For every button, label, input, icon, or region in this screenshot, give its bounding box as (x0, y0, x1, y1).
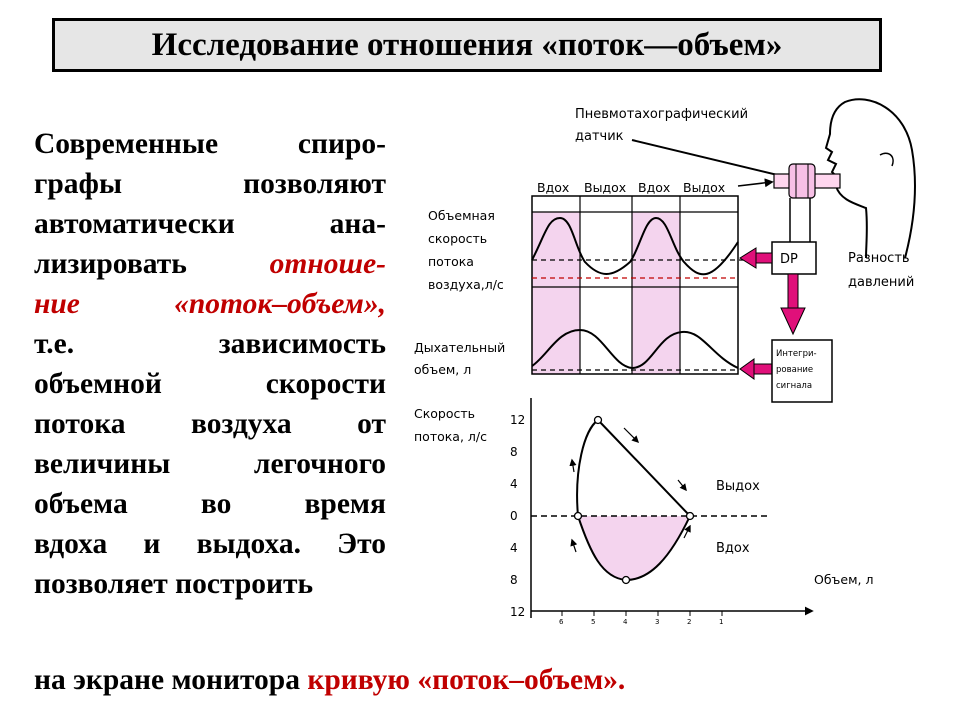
flow-label-line3: потока (428, 254, 474, 269)
word: вдоха (34, 528, 108, 560)
y-tick-label: 12 (510, 413, 526, 427)
slide-title: Исследование отношения «поток—объем» (52, 18, 882, 72)
word: объемной (34, 368, 162, 400)
main-text (34, 124, 386, 604)
y-tick-label: 4 (510, 541, 518, 555)
x-tick-label: 3 (655, 618, 660, 626)
y-tick-label: 12 (510, 605, 526, 619)
exhale-label: Выдох (716, 479, 760, 494)
word: во (200, 488, 232, 520)
highlight-word: «поток–объем», (174, 288, 386, 320)
pressure-label-line1: Разность (848, 251, 910, 266)
word: легочного (253, 448, 386, 480)
integrator-label-line3: сигнала (776, 381, 813, 391)
volume-label-line1: Дыхательный (414, 340, 506, 355)
word: автоматически (34, 208, 235, 240)
word: лизировать (34, 248, 187, 280)
word: потока (34, 408, 126, 440)
flow-volume-loop-chart (510, 398, 812, 626)
flow-label-line2: скорость (428, 231, 488, 246)
x-tick-label: 2 (687, 618, 692, 626)
word: зависимость (218, 328, 386, 360)
word: выдоха. (196, 528, 301, 560)
word: объема (34, 488, 128, 520)
word: позволяет построить (34, 568, 314, 600)
y-tick-label: 4 (510, 477, 518, 491)
word: позволяют (243, 168, 386, 200)
sensor-label-line1: Пневмотахографический (575, 107, 749, 122)
text-line (34, 564, 386, 604)
bottom-text (34, 664, 625, 697)
word: графы (34, 168, 122, 200)
phase-label: Вдох (638, 180, 671, 195)
word: Современные (34, 128, 219, 160)
loop-y-label-line2: потока, л/с (414, 429, 487, 444)
word: ана- (329, 208, 386, 240)
dp-label: DP (780, 252, 798, 267)
sensor-label-line2: датчик (575, 129, 624, 144)
time-charts (532, 180, 810, 374)
word: от (357, 408, 386, 440)
text-line (34, 324, 386, 364)
direction-arrow-icon (678, 480, 686, 490)
text-line (34, 524, 386, 564)
y-tick-label: 8 (510, 573, 518, 587)
integrator-label-line1: Интегри- (776, 349, 817, 359)
text-line (34, 404, 386, 444)
arrow-dp-to-flow-icon (740, 248, 772, 268)
arrow-integrator-to-volume-icon (740, 359, 772, 379)
flow-volume-diagram (400, 86, 940, 626)
text-line (34, 244, 386, 284)
flow-label-line1: Объемная (428, 208, 495, 223)
loop-y-label-line1: Скорость (414, 406, 476, 421)
bottom-text-prefix: на экране монитора (34, 664, 308, 696)
arrow-dp-to-integrator-icon (781, 274, 805, 334)
direction-arrow-icon (572, 460, 574, 472)
exhale-curve (577, 420, 690, 516)
x-tick-label: 6 (559, 618, 564, 626)
phase-label: Выдох (584, 180, 627, 195)
x-tick-label: 5 (591, 618, 596, 626)
pneumotach-sensor-icon (774, 164, 840, 242)
word: спиро- (297, 128, 386, 160)
word: Это (337, 528, 386, 560)
volume-axis-label: Объем, л (814, 572, 874, 587)
y-tick-label: 0 (510, 509, 518, 523)
word: и (143, 528, 161, 560)
y-tick-label: 8 (510, 445, 518, 459)
x-tick-label: 1 (719, 618, 724, 626)
word: время (304, 488, 386, 520)
integrator-label-line2: рование (776, 365, 814, 375)
text-line (34, 164, 386, 204)
text-line (34, 284, 386, 324)
word: воздуха (191, 408, 292, 440)
phase-label: Выдох (683, 180, 726, 195)
word: скорости (265, 368, 386, 400)
word: величины (34, 448, 171, 480)
word: т.е. (34, 328, 75, 360)
text-line (34, 204, 386, 244)
direction-arrow-icon (572, 540, 576, 552)
volume-label-line2: объем, л (414, 362, 472, 377)
text-line (34, 444, 386, 484)
direction-arrow-icon (624, 428, 638, 442)
text-line (34, 124, 386, 164)
highlight-word: ние (34, 288, 80, 320)
text-line (34, 364, 386, 404)
x-tick-label: 4 (623, 618, 628, 626)
phase-label: Вдох (537, 180, 570, 195)
inhale-label: Вдох (716, 541, 750, 556)
pressure-label-line2: давлений (848, 275, 915, 290)
sensor-pointer-line (632, 140, 790, 178)
text-line (34, 484, 386, 524)
flow-label-line4: воздуха,л/с (428, 277, 504, 292)
highlight-word: отноше- (269, 248, 386, 280)
bottom-text-highlight: кривую «поток–объем». (307, 664, 626, 696)
